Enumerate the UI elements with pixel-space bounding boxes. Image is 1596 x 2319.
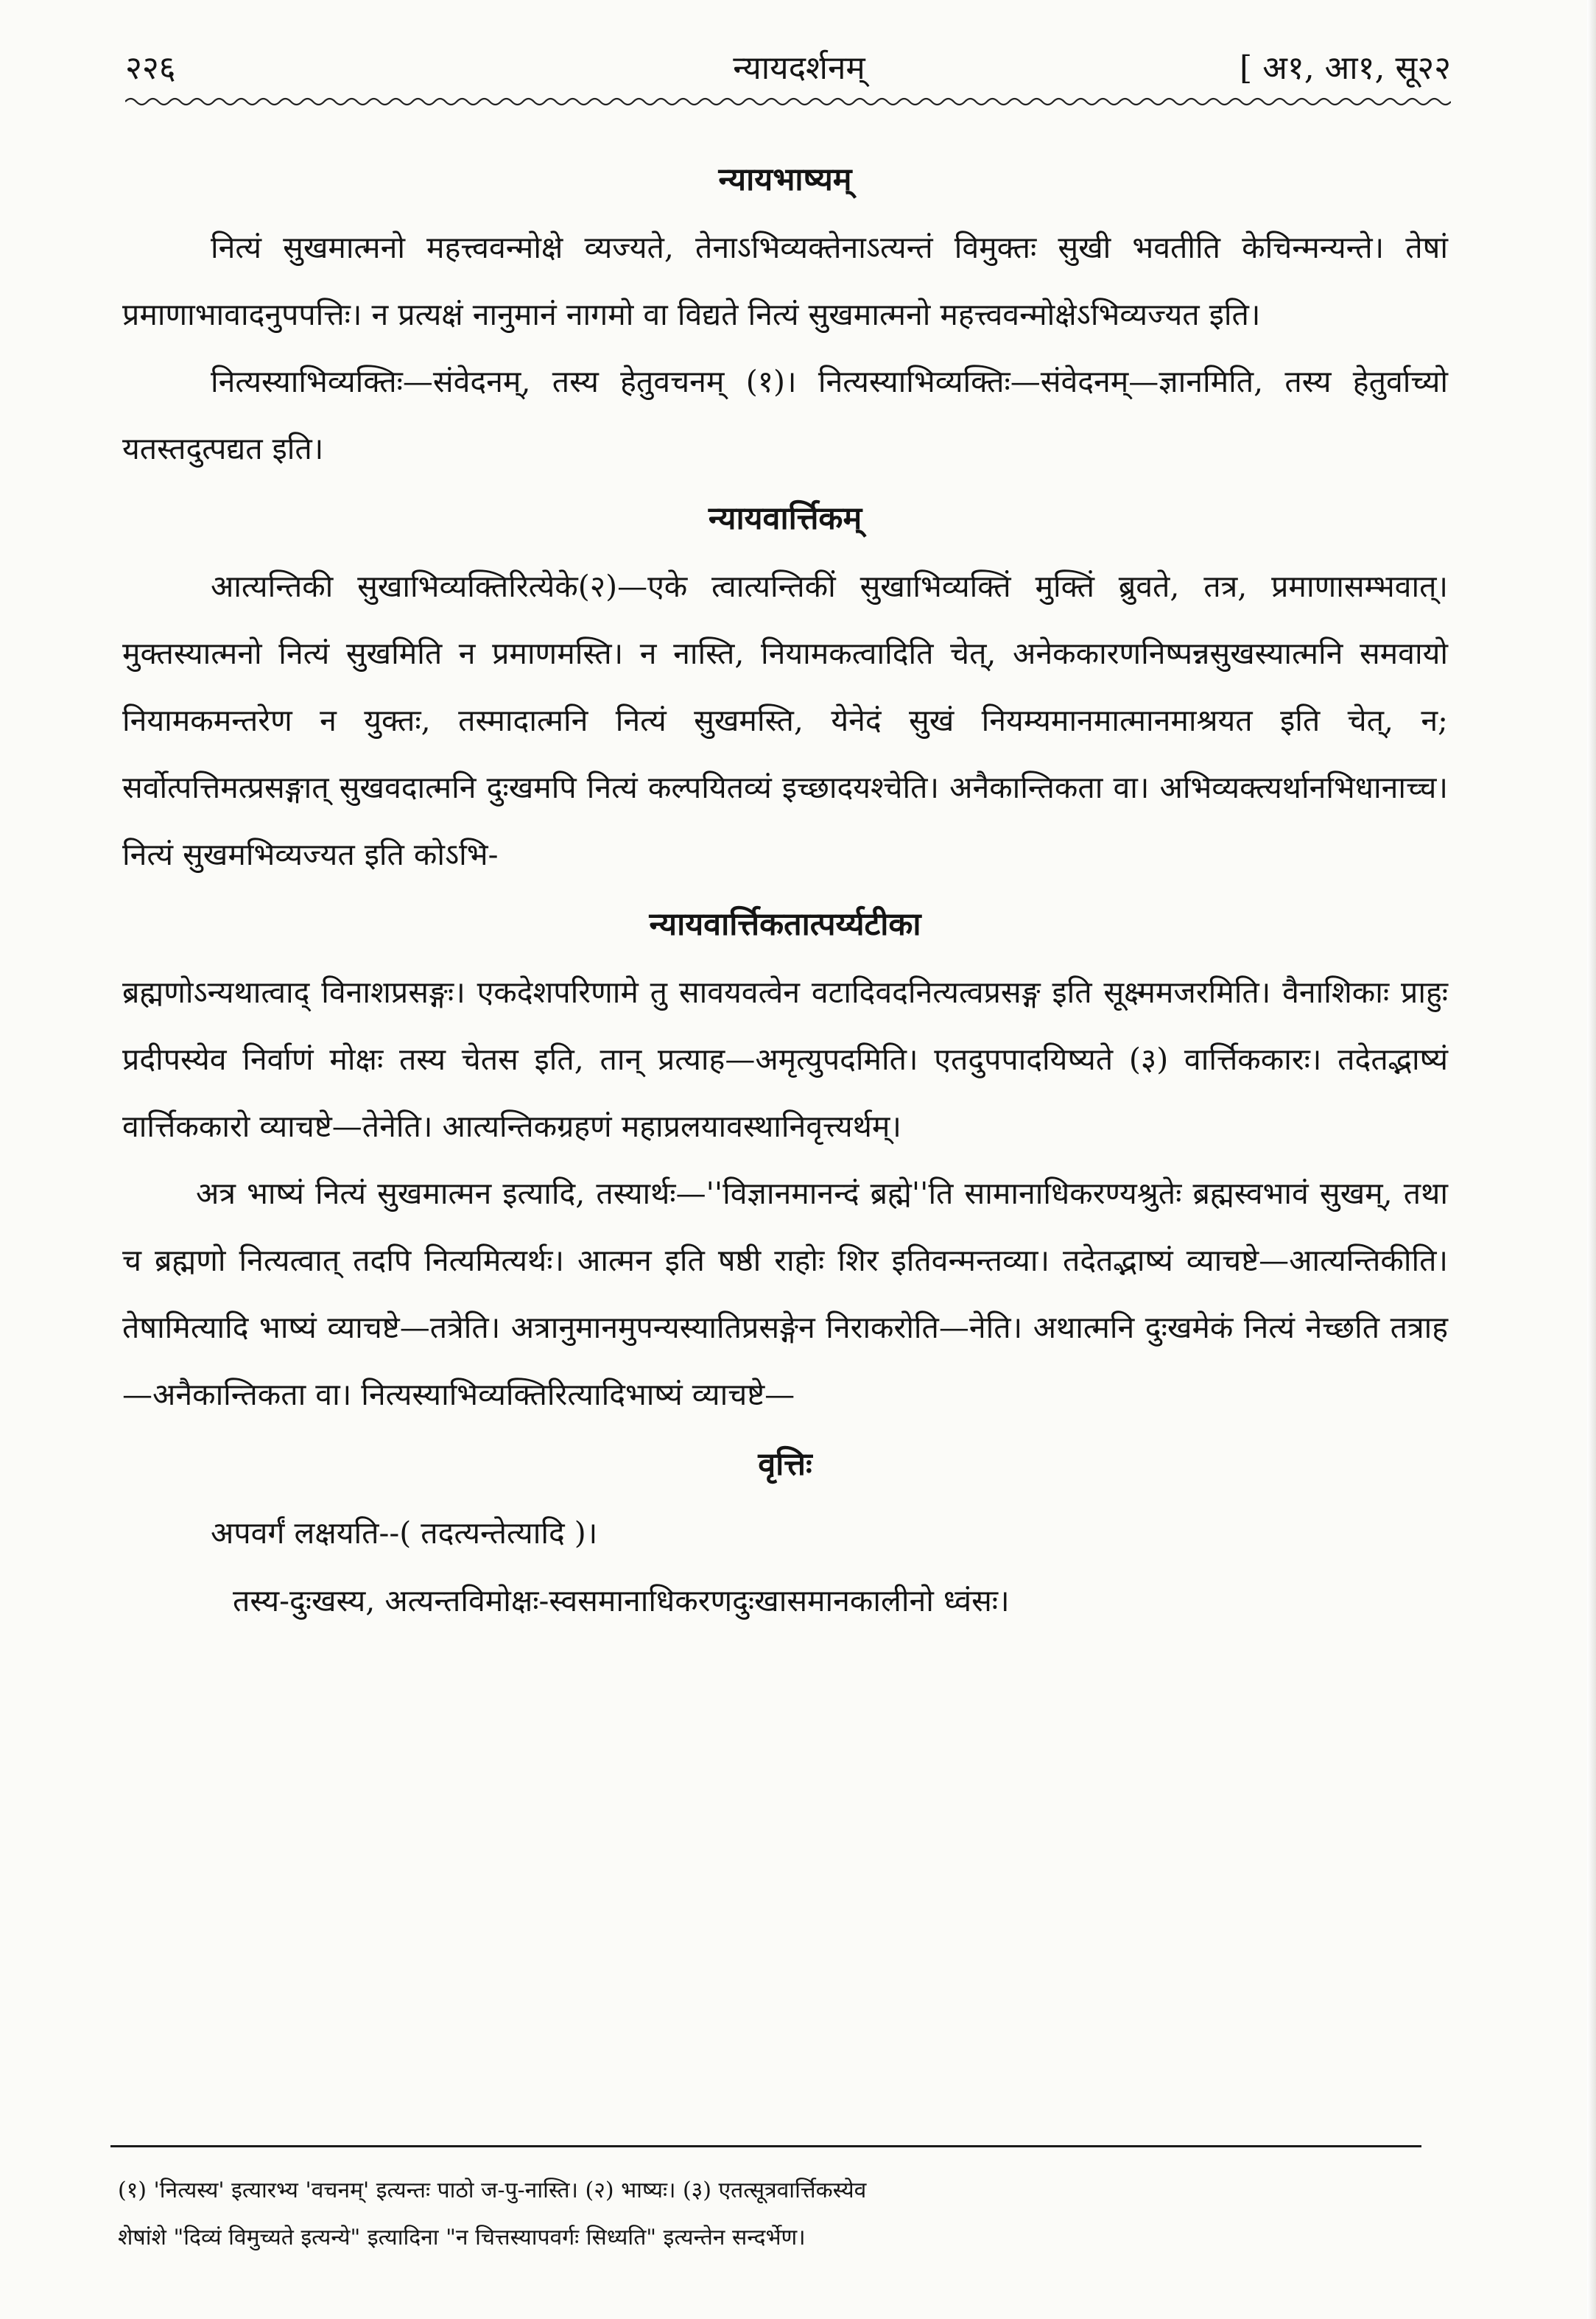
footnotes bbox=[118, 2167, 1421, 2262]
footnote-separator bbox=[110, 2145, 1421, 2147]
tika-paragraph-2: अत्र भाष्यं नित्यं सुखमात्मन इत्यादि, तस्यार्थः—''विज्ञानमानन्दं ब्रह्मे''ति सामानाधिकरण्यश्रुतेः ब्रह्मस्वभावं सुखम्, तथा च ब्रह्मणो नित्यत्वात् तदपि नित्यमित्यर्थः। आत्मन इति षष्ठी राहोः शिर इतिवन्मन्तव्या। तदेतद्भाष्यं व्याचष्टे—आत्यन्तिकीति। तेषामित्यादि भाष्यं व्याचष्टे—तत्रेति। अत्रानुमानमुपन्यस्यातिप्रसङ्गेन निराकरोति—नेति। अथात्मनि दुःखमेकं नित्यं नेच्छति तत्राह—अनैकान्तिकता वा। नित्यस्याभिव्यक्तिरित्यादिभाष्यं व्याचष्टे— bbox=[122, 1176, 1448, 1412]
bhashya-paragraph-2: नित्यस्याभिव्यक्तिः—संवेदनम्, तस्य हेतुवचनम् (१)। नित्यस्याभिव्यक्तिः—संवेदनम्—ज्ञानमिति, तस्य हेतुर्वाच्यो यतस्तदुत्पद्यत इति। bbox=[122, 364, 1448, 466]
page-header bbox=[125, 38, 1473, 90]
vartika-paragraph-1: आत्यन्तिकी सुखाभिव्यक्तिरित्येके(२)—एके त्वात्यन्तिकीं सुखाभिव्यक्तिं मुक्तिं ब्रुवते, तत्र, प्रमाणासम्भवात्। मुक्तस्यात्मनो नित्यं सुखमिति न प्रमाणमस्ति। न नास्ति, नियामकत्वादिति चेत्, अनेककारणनिष्पन्नसुखस्यात्मनि समवायो नियामकमन्तरेण न युक्तः, तस्मादात्मनि नित्यं सुखमस्ति, येनेदं सुखं नियम्यमानमात्मानमाश्रयत इति चेत्, न; सर्वोत्पत्तिमत्प्रसङ्गात् सुखवदात्मनि दुःखमपि नित्यं कल्पयितव्यं इच्छादयश्चेति। अनैकान्तिकता वा। अभिव्यक्त्यर्थानभिधानाच्च। नित्यं सुखमभिव्यज्यत इति कोऽभि- bbox=[122, 569, 1448, 872]
bhashya-paragraph-1: नित्यं सुखमात्मनो महत्त्ववन्मोक्षे व्यज्यते, तेनाऽभिव्यक्तेनाऽत्यन्तं विमुक्तः सुखी भवतीति केचिन्मन्यन्ते। तेषां प्रमाणाभावादनुपपत्तिः। न प्रत्यक्षं नानुमानं नागमो वा विद्यते नित्यं सुखमात्मनो महत्त्ववन्मोक्षेऽभिव्यज्यत इति। bbox=[122, 230, 1448, 332]
scan-edge-shadow bbox=[1587, 0, 1596, 2319]
footnote-line-2: शेषांशे "दिव्यं विमुच्यते इत्यन्ये" इत्यादिना "न चित्तस्यापवर्गः सिध्यति" इत्यन्तेन सन्दर्भेण। bbox=[118, 2225, 806, 2250]
section-title-bhashya: न्यायभाष्यम् bbox=[718, 161, 852, 198]
section-title-vrtti: वृत्तिः bbox=[758, 1446, 812, 1483]
header-wavy-rule bbox=[125, 94, 1451, 109]
section-title-vartika: न्यायवार्त्तिकम् bbox=[708, 500, 862, 537]
vrtti-line-2: तस्य-दुःखस्य, अत्यन्तविमोक्षः-स्वसमानाधिकरणदुःखासमानकालीनो ध्वंसः। bbox=[233, 1583, 1010, 1618]
section-title-tika: न्यायवार्त्तिकतात्पर्य्यटीका bbox=[649, 906, 921, 943]
chapter-reference: [ अ१, आ१, सू२२ bbox=[1240, 49, 1451, 87]
page-body bbox=[122, 144, 1448, 1635]
page-number: २२६ bbox=[125, 49, 176, 87]
footnote-line-1: (१) 'नित्यस्य' इत्यारभ्य 'वचनम्' इत्यन्तः पाठो ज-पु-नास्ति। (२) भाष्यः। (३) एतत्सूत्रवार्त्तिकस्येव bbox=[118, 2178, 867, 2203]
vrtti-line-1: अपवर्गं लक्षयति--( तदत्यन्तेत्यादि )। bbox=[211, 1515, 598, 1551]
running-title: न्यायदर्शनम् bbox=[733, 49, 865, 87]
tika-paragraph-1: ब्रह्मणोऽन्यथात्वाद् विनाशप्रसङ्गः। एकदेशपरिणामे तु सावयवत्वेन वटादिवदनित्यत्वप्रसङ्ग इति सूक्ष्ममजरमिति। वैनाशिकाः प्राहुः प्रदीपस्येव निर्वाणं मोक्षः तस्य चेतस इति, तान् प्रत्याह—अमृत्युपदमिति। एतदुपपादयिष्यते (३) वार्त्तिककारः। तदेतद्भाष्यं वार्त्तिककारो व्याचष्टे—तेनेति। आत्यन्तिकग्रहणं महाप्रलयावस्थानिवृत्त्यर्थम्। bbox=[122, 975, 1448, 1144]
